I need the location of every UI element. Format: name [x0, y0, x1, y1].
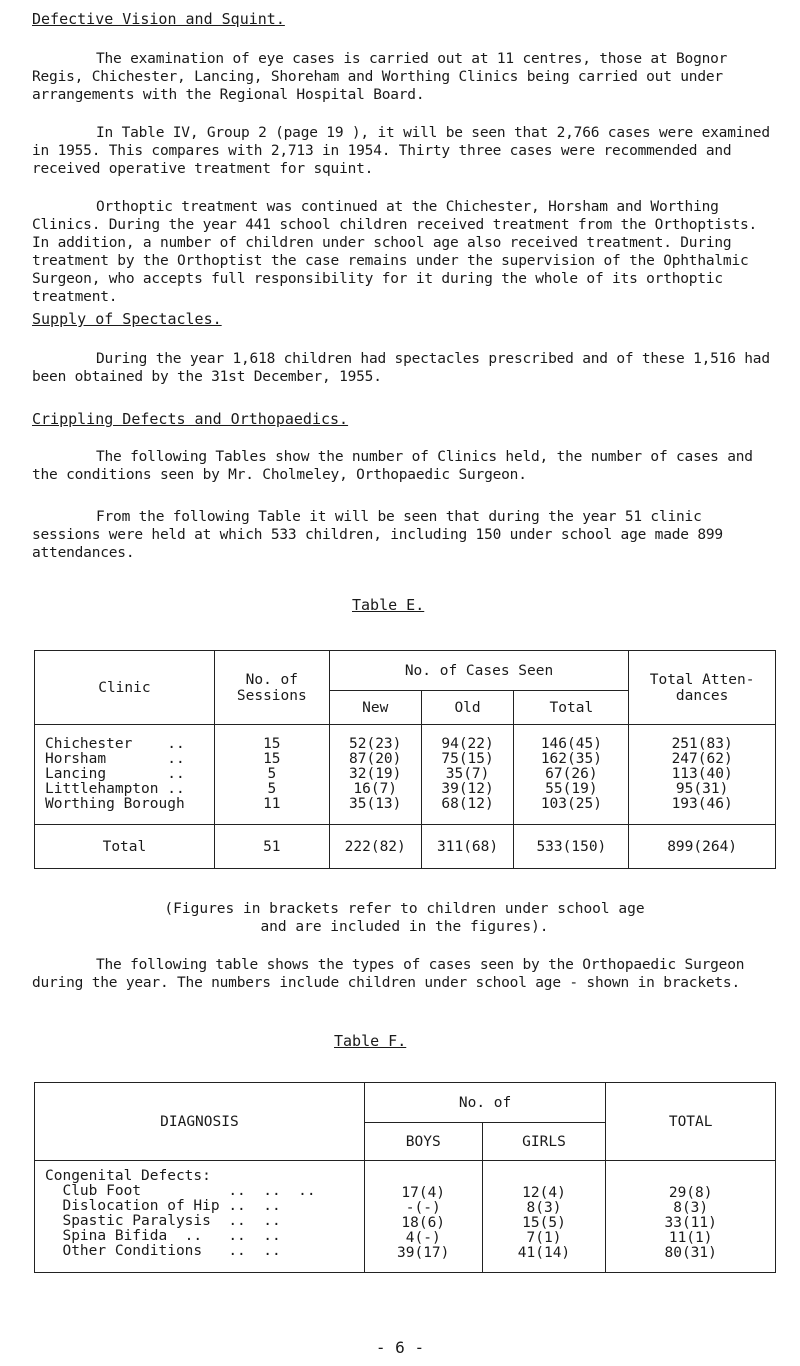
paragraph-squint-cases: In Table IV, Group 2 (page 19 ), it will be seen that 2,766 cases were examined in 1955. This compares with 2,713 in 1954. Thirty three cases were recommended and received operative treatment for squint. [32, 125, 779, 177]
paragraph-clinic-sessions: From the following Table it will be seen that during the year 51 clinic sessions were held at which 533 children, including 150 under school age made 899 attendances. [32, 509, 732, 561]
table-e-total-sessions: 51 [214, 825, 329, 869]
table-f-group-label: Congenital Defects: [45, 1168, 211, 1184]
table-f-header-boys: BOYS [364, 1123, 482, 1161]
table-e-footnote: (Figures in brackets refer to children under school age and are included in the figures). [164, 901, 645, 935]
table-f-diagnosis-cell [35, 1161, 365, 1273]
table-e [34, 650, 776, 869]
table-f [34, 1082, 776, 1273]
table-e-header-sessions: No. of Sessions [214, 651, 329, 725]
table-e-header-attendances: Total Atten- dances [629, 651, 776, 725]
table-f-girls-values: 12(4) 8(3) 15(5) 7(1) 41(14) [482, 1161, 606, 1273]
section-heading-spectacles: Supply of Spectacles. [32, 310, 222, 328]
table-e-header-new: New [329, 691, 421, 725]
section-heading-defective-vision: Defective Vision and Squint. [32, 10, 285, 28]
table-f-boys-values: 17(4) -(-) 18(6) 4(-) 39(17) [364, 1161, 482, 1273]
table-e-total-label: Total [35, 825, 215, 869]
table-e-old-values: 94(22) 75(15) 35(7) 39(12) 68(12) [421, 725, 514, 825]
table-e-attendance-values: 251(83) 247(62) 113(40) 95(31) 193(46) [629, 725, 776, 825]
table-e-total-attendances: 899(264) [629, 825, 776, 869]
table-e-header-clinic: Clinic [35, 651, 215, 725]
table-e-sessions-values: 15 15 5 5 11 [214, 725, 329, 825]
section-heading-crippling-defects: Crippling Defects and Orthopaedics. [32, 410, 349, 428]
table-e-caption: Table E. [352, 596, 425, 614]
table-f-diagnosis-names: Club Foot .. .. .. Dislocation of Hip .. .. Spastic Paralysis .. .. Spina Bifida .. .. .. Other Conditions .. .. [62, 1183, 316, 1259]
table-f-header-total: TOTAL [606, 1083, 776, 1161]
table-e-total-total: 533(150) [514, 825, 629, 869]
table-e-header-cases-seen: No. of Cases Seen [329, 651, 628, 691]
paragraph-tables-intro: The following Tables show the number of Clinics held, the number of cases and the conditions seen by Mr. Cholmeley, Orthopaedic Surgeon. [32, 449, 762, 483]
paragraph-table-f-intro: The following table shows the types of cases seen by the Orthopaedic Surgeon during the year. The numbers include children under school age - shown in brackets. [32, 957, 753, 991]
table-e-new-values: 52(23) 87(20) 32(19) 16(7) 35(13) [329, 725, 421, 825]
page-number: - 6 - [375, 1338, 425, 1357]
paragraph-orthoptic-treatment: Orthoptic treatment was continued at the Chichester, Horsham and Worthing Clinics. During the year 441 school children received treatment from the Orthoptists. In addition, a number of children under school age also received treatment. During treatment by the Orthoptist the case remains under the supervision of the Ophthalmic Surgeon, who accepts full responsibility for it during the whole of its orthoptic treatment. [32, 199, 766, 305]
paragraph-spectacles: During the year 1,618 children had spectacles prescribed and of these 1,516 had been obtained by the 31st December, 1955. [32, 351, 779, 385]
table-e-clinic-names: Chichester .. Horsham .. Lancing .. Littlehampton .. Worthing Borough [35, 725, 215, 825]
table-e-header-total: Total [514, 691, 629, 725]
table-e-total-new: 222(82) [329, 825, 421, 869]
table-f-total-values: 29(8) 8(3) 33(11) 11(1) 80(31) [606, 1161, 776, 1273]
paragraph-eye-examination: The examination of eye cases is carried out at 11 centres, those at Bognor Regis, Chichester, Lancing, Shoreham and Worthing Clinics being carried out under arrangements with the Regional Hospital Board. [32, 51, 736, 103]
table-f-header-no-of: No. of [364, 1083, 606, 1123]
table-e-header-old: Old [421, 691, 514, 725]
table-f-header-girls: GIRLS [482, 1123, 606, 1161]
table-e-total-old: 311(68) [421, 825, 514, 869]
table-e-total-values: 146(45) 162(35) 67(26) 55(19) 103(25) [514, 725, 629, 825]
table-f-caption: Table F. [334, 1032, 407, 1050]
table-f-header-diagnosis: DIAGNOSIS [35, 1083, 365, 1161]
